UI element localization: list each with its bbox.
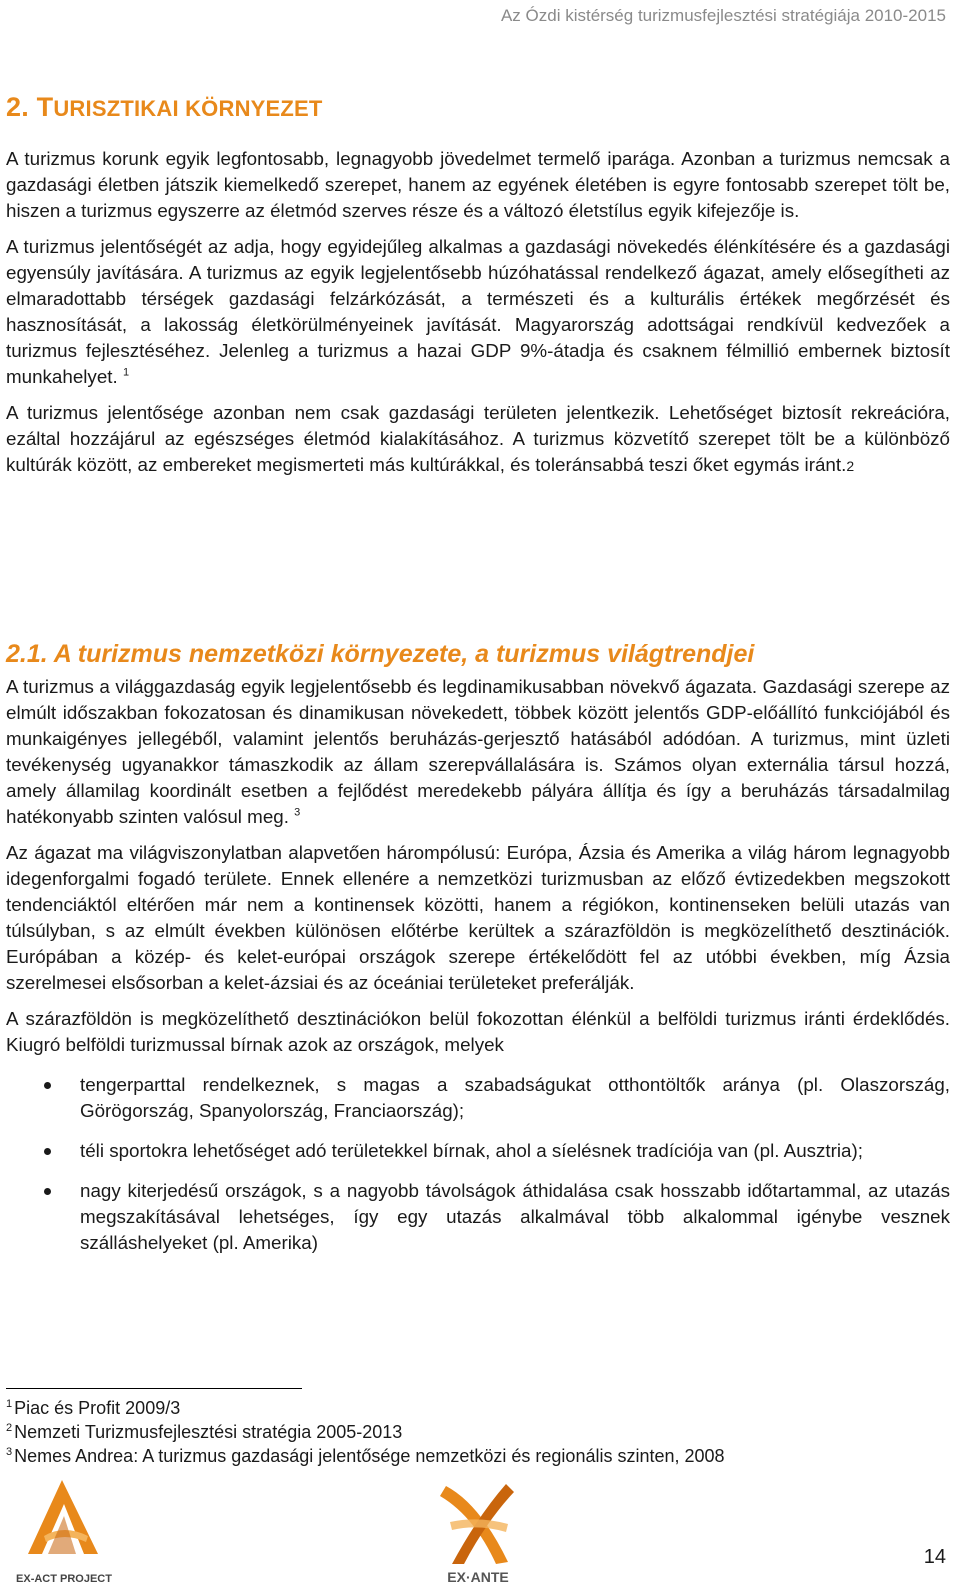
footnote-text: Nemzeti Turizmusfejlesztési stratégia 2005-2013 xyxy=(14,1422,403,1442)
footnote-number: 1 xyxy=(6,1398,13,1410)
footnote-separator xyxy=(6,1388,302,1389)
list-item-text: téli sportokra lehetőséget adó területekkel bírnak, ahol a síelésnek tradíciója van (pl. Ausztria); xyxy=(80,1140,863,1161)
list-item xyxy=(6,1138,950,1164)
footnote xyxy=(6,1420,725,1444)
footnote-number: 2 xyxy=(6,1422,13,1434)
footnote xyxy=(6,1396,725,1420)
paragraph: Az ágazat ma világviszonylatban alapvetően hárompólusú: Európa, Ázsia és Amerika a világ három legnagyobb idegenforgalmi fogadó területe. Ennek ellenére a nemzetközi turizmusban az előző évtizedekben megszokott tendenciáktól eltérően már nem a kontinensek közötti, hanem a régiókon, kontinenseken belüli utazás van túlsúlyban, s az elmúlt években különösen előtérbe kerültek a szárazföldön is megközelíthető desztinációk. Európában a közép- és kelet-európai országok szerepe értékelődött fel az utóbbi években, míg Ázsia szerelmesei elsősorban a kelet-ázsiai és az óceániai területeket preferálják. xyxy=(6,842,950,993)
footnote-text: Nemes Andrea: A turizmus gazdasági jelentősége nemzetközi és regionális szinten, 2008 xyxy=(14,1446,725,1466)
paragraph xyxy=(6,674,950,830)
paragraph-text: A turizmus a világgazdaság egyik legjelentősebb és legdinamikusabban növekvő ágazata. Gazdasági szerepe az elmúlt időszakban fokozatosan és dinamikusan növekedett, többek között jelentős GDP-előállító funkciójából és munkaigényes jellegéből, valamint jelentős beruházás-gerjesztő hatásából adódóan. A turizmus, mint üzleti tevékenység ugyanakkor támaszkodik az állam szerepvállalására is. Számos olyan externália társul hozzá, amely államilag koordinált esetben a fejlődést meredekebb pályára állítja és így a beruházás társadalmilag hatékonyabb szinten valósul meg. xyxy=(6,676,950,827)
list-item-text: tengerparttal rendelkeznek, s magas a szabadságukat otthontöltők aránya (pl. Olaszország, Görögország, Spanyolország, Franciaország); xyxy=(80,1074,950,1121)
paragraph: A szárazföldön is megközelíthető desztinációkon belül fokozottan élénkül a belföldi turizmus iránti érdeklődés. Kiugró belföldi turizmussal bírnak azok az országok, melyek xyxy=(6,1008,950,1055)
section-2-body xyxy=(6,674,950,1270)
bullet-list xyxy=(6,1072,950,1256)
footnote xyxy=(6,1444,725,1468)
footnote-text: Piac és Profit 2009/3 xyxy=(14,1398,181,1418)
paragraph: A turizmus korunk egyik legfontosabb, legnagyobb jövedelmet termelő iparága. Azonban a turizmus nemcsak a gazdasági életben játszik kiemelkedő szerepet, hanem az egyének életében is egyre fontosabb szerepet tölt be, hiszen a turizmus egyszerre az életmód szerves része és a változó életstílus egyik kifejezője is. xyxy=(6,148,950,221)
bullet-icon xyxy=(44,1148,51,1155)
running-header: Az Ózdi kistérség turizmusfejlesztési stratégiája 2010-2015 xyxy=(500,6,946,25)
logo-mid-text: EX·ANTE xyxy=(447,1569,509,1585)
exante-logo xyxy=(428,1476,528,1588)
logo-left-text: EX-ACT PROJECT xyxy=(16,1573,112,1585)
chapter-number: 2. xyxy=(6,92,29,122)
footnote-ref: 3 xyxy=(294,806,301,819)
bullet-icon xyxy=(44,1082,51,1089)
chapter-title-initial: T xyxy=(36,92,54,122)
section-1-body xyxy=(6,146,950,489)
section-heading: 2.1. A turizmus nemzetközi környezete, a turizmus világtrendjei xyxy=(6,640,755,668)
footnote-number: 3 xyxy=(6,1446,13,1458)
bullet-icon xyxy=(44,1188,51,1195)
chapter-title-rest: URISZTIKAI KÖRNYEZET xyxy=(53,96,323,121)
paragraph xyxy=(6,234,950,390)
paragraph xyxy=(6,400,950,479)
footnote-ref: 2 xyxy=(846,458,855,474)
list-item xyxy=(6,1072,950,1124)
list-item-text: nagy kiterjedésű országok, s a nagyobb távolságok áthidalása csak hosszabb időtartammal, az utazás megszakításával lehetséges, így egy utazás alkalmával több alkalommal igénybe vesznek szálláshelyeket (pl. Amerika) xyxy=(80,1180,950,1253)
footnote-ref: 1 xyxy=(122,366,130,379)
footnotes xyxy=(6,1396,725,1468)
list-item xyxy=(6,1178,950,1256)
page-number: 14 xyxy=(923,1546,946,1568)
paragraph-text: A turizmus jelentőségét az adja, hogy egyidejűleg alkalmas a gazdasági növekedés élénkítésére és a gazdasági egyensúly javítására. A turizmus az egyik legjelentősebb húzóhatással rendelkező ágazat, amely elősegítheti az elmaradottabb térségek gazdasági felzárkózását, a természeti és a kulturális értékek megőrzését és hasznosítását, a lakosság életkörülményeinek javítását. Magyarország adottságai rendkívül kedvezőek a turizmus fejlesztéséhez. Jelenleg a turizmus a hazai GDP 9%-átadja és csaknem félmillió embernek biztosít munkahelyet. xyxy=(6,236,950,387)
exact-project-logo xyxy=(14,1476,114,1588)
chapter-title xyxy=(6,92,323,123)
paragraph-text: A turizmus jelentősége azonban nem csak gazdasági területen jelentkezik. Lehetőséget biztosít rekreációra, ezáltal hozzájárul az egészséges életmód kialakításához. A turizmus közvetítő szerepet tölt be a különböző kultúrák között, az embereket megismerteti más kultúrákkal, és toleránsabbá teszi őket egymás iránt. xyxy=(6,402,950,475)
